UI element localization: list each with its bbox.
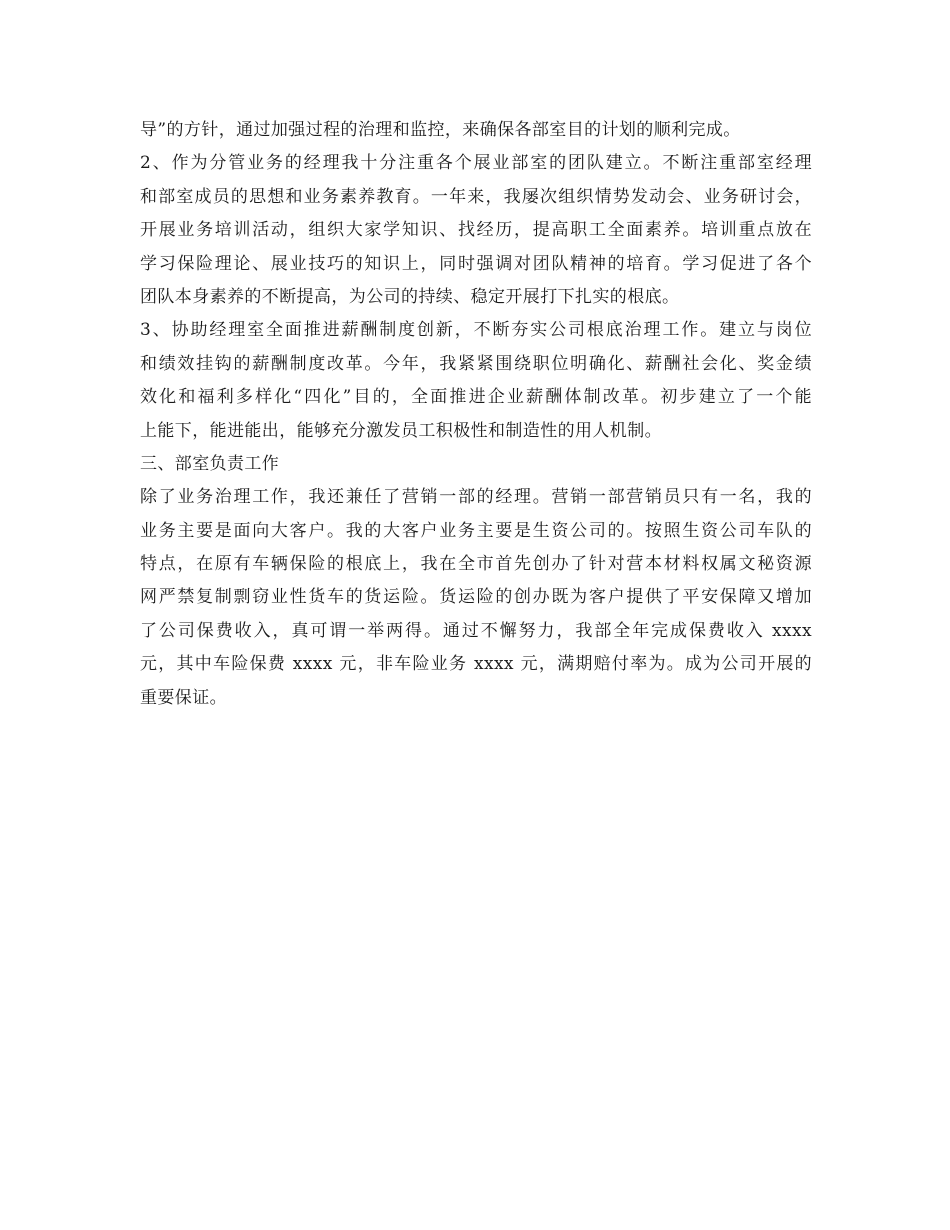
text-line: 重要保证。 xyxy=(140,687,227,708)
section-heading: 三、部室负责工作 xyxy=(140,453,280,474)
text-line: 网严禁复制剽窃业性货车的货运险。货运险的创办既为客户提供了平安保障又增加 xyxy=(140,587,812,608)
text-line: 团队本身素养的不断提高，为公司的持续、稳定开展打下扎实的根底。 xyxy=(140,286,680,307)
text-line: 导”的方针，通过加强过程的治理和监控，来确保各部室目的计划的顺利完成。 xyxy=(140,120,741,140)
text-line: 上能下，能进能出，能够充分激发员工积极性和制造性的用人机制。 xyxy=(140,420,662,441)
text-line: 和部室成员的思想和业务素养教育。一年来，我屡次组织情势发动会、业务研讨会， xyxy=(140,186,812,207)
document-body xyxy=(140,114,812,715)
text-line: 和绩效挂钩的薪酬制度改革。今年，我紧紧围绕职位明确化、薪酬社会化、奖金绩 xyxy=(140,353,812,374)
text-line: 开展业务培训活动，组织大家学知识、找经历，提高职工全面素养。培训重点放在 xyxy=(140,220,812,241)
text-line: 效化和福利多样化“四化”目的，全面推进企业薪酬体制改革。初步建立了一个能 xyxy=(140,387,812,408)
text-line: 业务主要是面向大客户。我的大客户业务主要是生资公司的。按照生资公司车队的 xyxy=(140,520,812,541)
text-line: 2、作为分管业务的经理我十分注重各个展业部室的团队建立。不断注重部室经理 xyxy=(140,153,812,174)
text-line: 3、协助经理室全面推进薪酬制度创新，不断夯实公司根底治理工作。建立与岗位 xyxy=(140,320,812,341)
text-line: 元，其中车险保费 xxxx 元，非车险业务 xxxx 元，满期赔付率为。成为公司开展的 xyxy=(140,654,812,675)
text-line: 特点，在原有车辆保险的根底上，我在全市首先创办了针对营本材料权属文秘资源 xyxy=(140,554,812,575)
text-line: 除了业务治理工作，我还兼任了营销一部的经理。营销一部营销员只有一名，我的 xyxy=(140,487,812,508)
text-line: 学习保险理论、展业技巧的知识上，同时强调对团队精神的培育。学习促进了各个 xyxy=(140,253,812,274)
text-line: 了公司保费收入，真可谓一举两得。通过不懈努力，我部全年完成保费收入 xxxx xyxy=(140,620,812,641)
